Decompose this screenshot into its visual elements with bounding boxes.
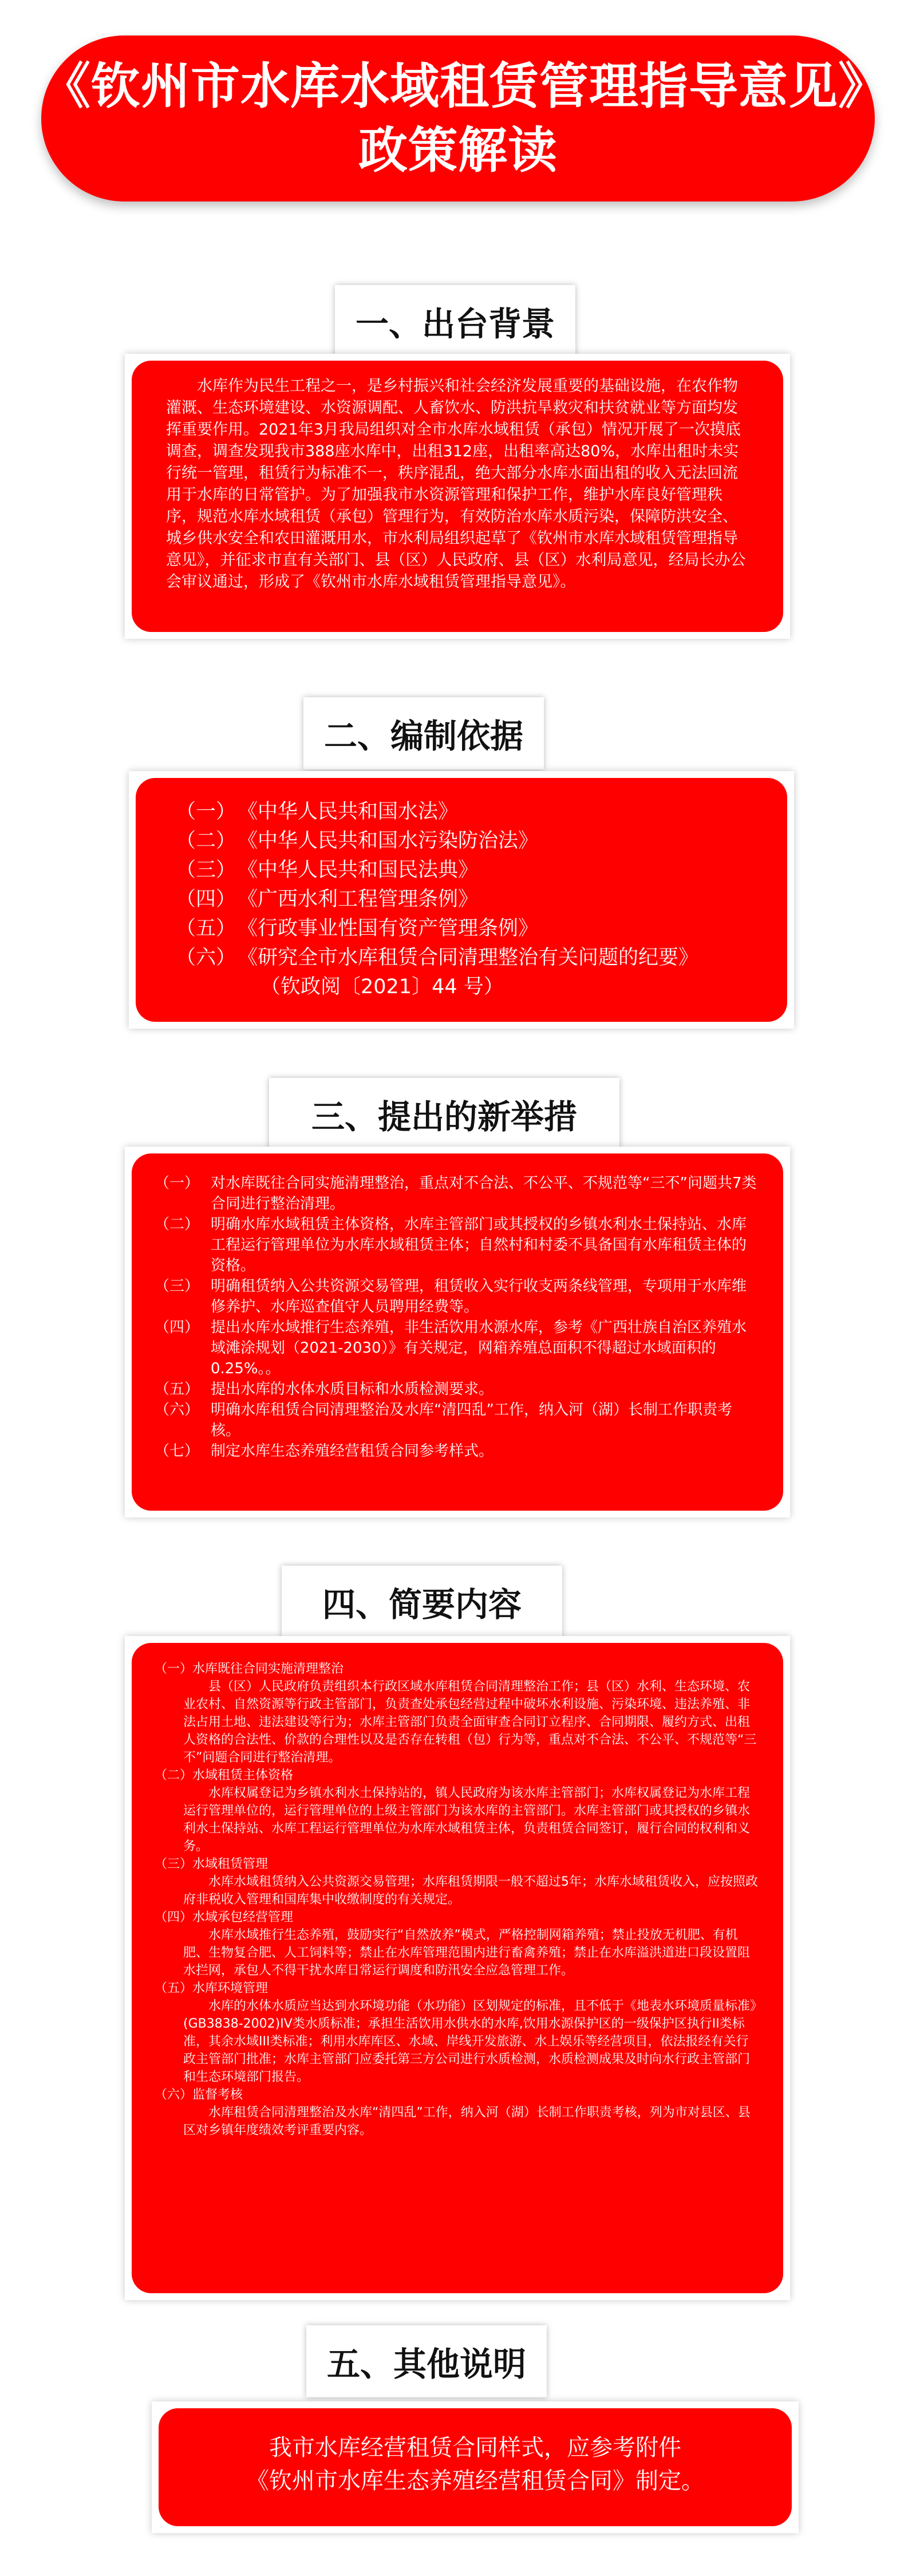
- measures-card: [125, 1147, 790, 1518]
- measures-panel: [132, 1153, 783, 1511]
- measure-item: （二） 明确水库水域租赁主体资格，水库主管部门或其授权的乡镇水利水土保持站、水库工程运行管理单位为水库水域租赁主体；自然村和村委不具备国有水库租赁主体的资格。: [155, 1216, 747, 1274]
- title-banner: [41, 35, 888, 202]
- summary-card: [125, 1636, 790, 2300]
- summary-block-text: 水库水域推行生态养殖，鼓励实行“自然放养”模式，严格控制网箱养殖；禁止投放无机肥、有机肥、生物复合肥、人工饲料等；禁止在水库管理范围内进行畜禽养殖；禁止在水库溢洪道进口段设置阻水拦网，承包人不得干扰水库日常运行调度和防汛安全应急管理工作。: [183, 1928, 751, 1978]
- measure-item: （四） 提出水库水域推行生态养殖，非生活饮用水源水库，参考《广西壮族自治区养殖水域滩涂规划（2021-2030）》有关规定，网箱养殖总面积不得超过水域面积的0.25%。。: [155, 1319, 747, 1377]
- measure-item: （七） 制定水库生态养殖经营租赁合同参考样式。: [155, 1443, 494, 1460]
- basis-panel: [136, 778, 787, 1022]
- other-text-line: 《钦州市水库生态养殖经营租赁合同》制定。: [246, 2468, 704, 2494]
- measure-item: （一） 对水库既往合同实施清理整治，重点对不合法、不公平、不规范等“三不”问题共7类合同进行整治清理。: [155, 1175, 757, 1212]
- summary-block-text: 县（区）人民政府负责组织本行政区域水库租赁合同清理整治工作；县（区）水利、生态环境、农业农村、自然资源等行政主管部门，负责查处承包经营过程中破坏水利设施、污染环境、违法养殖、非法占用土地、违法建设等行为；水库主管部门负责全面审查合同订立程序、合同期限、履约方式、出租人资格的合法性、价款的合理性以及是否存在转租（包）行为等，重点对不合法、不公平、不规范等“三不”问题合同进行整治清理。: [183, 1680, 757, 1765]
- basis-item: （六）《研究全市水库租赁合同清理整治有关问题的纪要》: [176, 946, 699, 969]
- page-title: 《钦州市水库水域租赁管理指导意见》: [41, 58, 888, 115]
- other-card: [152, 2401, 799, 2533]
- background-text: 水库作为民生工程之一，是乡村振兴和社会经济发展重要的基础设施，在农作物灌溉、生态环境建设、水资源调配、人畜饮水、防洪抗旱救灾和扶贫就业等方面均发挥重要作用。2021年3月我局组织对全市水库水域租赁（承包）情况开展了一次摸底调查，调查发现我市388座水库中，出租312座，出租率高达80%，水库出租时未实行统一管理，租赁行为标准不一，秩序混乱，绝大部分水库水面出租的收入无法回流用于水库的日常管护。为了加强我市水资源管理和保护工作，维护水库良好管理秩序，规范水库水域租赁（承包）管理行为，有效防治水库水质污染，保障防洪安全、城乡供水安全和农田灌溉用水，市水利局组织起草了《钦州市水库水域租赁管理指导意见》，并征求市直有关部门、县（区）人民政府、县（区）水利局意见，经局长办公会审议通过，形成了《钦州市水库水域租赁管理指导意见》。: [166, 377, 746, 591]
- summary-block-title: （一）水库既往合同实施清理整治: [155, 1662, 344, 1676]
- summary-block-title: （五）水库环境管理: [155, 1981, 269, 1996]
- page-subtitle: 政策解读: [358, 122, 558, 179]
- summary-block-text: 水库租赁合同清理整治及水库“清四乱”工作，纳入河（湖）长制工作职责考核，列为市对县区、县区对乡镇年度绩效考评重要内容。: [183, 2105, 751, 2138]
- measure-item: （六） 明确水库租赁合同清理整治及水库“清四乱”工作，纳入河（湖）长制工作职责考核。: [155, 1401, 732, 1439]
- section-heading-background: 一、出台背景: [335, 285, 575, 357]
- other-text-line: 我市水库经营租赁合同样式，应参考附件: [269, 2435, 681, 2461]
- measure-item: （三） 明确租赁纳入公共资源交易管理，租赁收入实行收支两条线管理，专项用于水库维修养护、水库巡查值守人员聘用经费等。: [155, 1278, 747, 1315]
- summary-block-title: （二）水域租赁主体资格: [155, 1768, 294, 1783]
- measure-item: （五） 提出水库的水体水质目标和水质检测要求。: [155, 1381, 494, 1398]
- summary-block-text: 水库水域租赁纳入公共资源交易管理；水库租赁期限一般不超过5年；水库水域租赁收入，应按照政府非税收入管理和国库集中收缴制度的有关规定。: [183, 1875, 759, 1907]
- summary-block-title: （三）水域租赁管理: [155, 1857, 269, 1871]
- basis-item: （一）《中华人民共和国水法》: [176, 800, 459, 823]
- basis-item: （五）《行政事业性国有资产管理条例》: [176, 917, 539, 940]
- summary-block-text: 水库权属登记为乡镇水利水土保持站的，镇人民政府为该水库主管部门；水库权属登记为水库工程运行管理单位的，运行管理单位的上级主管部门为该水库的主管部门。水库主管部门或其授权的乡镇水利水土保持站、水库工程运行管理单位为水库水域租赁主体，负责租赁合同签订，履行合同的权利和义务。: [183, 1786, 751, 1854]
- summary-panel: [132, 1643, 783, 2293]
- section-heading-summary: 四、简要内容: [282, 1566, 562, 1638]
- summary-block-title: （六）监督考核: [155, 2088, 243, 2102]
- other-panel: [159, 2408, 792, 2526]
- section-heading-other: 五、其他说明: [306, 2325, 547, 2397]
- summary-block-text: 水库的水体水质应当达到水环境功能（水功能）区划规定的标准，且不低于《地表水环境质量标准》(GB3838-2002)IV类水质标准；承担生活饮用水供水的水库,饮用水源保护区的一级保护区执行II类标准，其余水域III类标准；利用水库库区、水域、岸线开发旅游、水上娱乐等经营项目，依法报经有关行政主管部门批准；水库主管部门应委托第三方公司进行水质检测，水质检测成果及时向水行政主管部门和生态环境部门报告。: [183, 1999, 757, 2084]
- basis-item: （二）《中华人民共和国水污染防治法》: [176, 829, 539, 852]
- summary-block-title: （四）水域承包经营管理: [155, 1910, 294, 1925]
- basis-item-note: （钦政阅〔2021〕44 号）: [260, 975, 504, 998]
- basis-card: [129, 771, 794, 1029]
- basis-item: （四）《广西水利工程管理条例》: [176, 888, 479, 911]
- section-heading-measures: 三、提出的新举措: [269, 1078, 619, 1150]
- section-heading-basis: 二、编制依据: [303, 697, 544, 769]
- background-panel: [132, 361, 783, 632]
- basis-item: （三）《中华人民共和国民法典》: [176, 859, 479, 882]
- background-card: [125, 354, 790, 639]
